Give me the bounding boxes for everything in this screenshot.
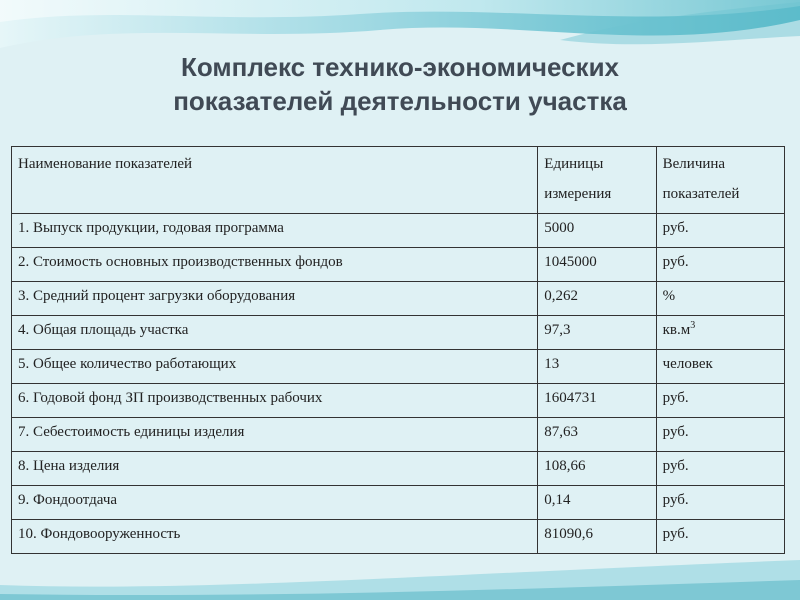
row-value: 5000 xyxy=(538,214,656,248)
header-name: Наименование показателей xyxy=(12,147,538,214)
row-name: 6. Годовой фонд ЗП производственных рабочих xyxy=(12,384,538,418)
table-row xyxy=(12,282,785,316)
row-value: 13 xyxy=(538,350,656,384)
row-unit: % xyxy=(656,282,784,316)
row-unit: руб. xyxy=(656,384,784,418)
row-unit xyxy=(656,316,784,350)
row-value: 97,3 xyxy=(538,316,656,350)
row-name: 3. Средний процент загрузки оборудования xyxy=(12,282,538,316)
row-name: 9. Фондоотдача xyxy=(12,486,538,520)
row-unit: руб. xyxy=(656,486,784,520)
title-line-2: показателей деятельности участка xyxy=(173,86,627,116)
row-value: 108,66 xyxy=(538,452,656,486)
row-unit: руб. xyxy=(656,248,784,282)
row-unit: руб. xyxy=(656,452,784,486)
row-name: 4. Общая площадь участка xyxy=(12,316,538,350)
row-value: 0,14 xyxy=(538,486,656,520)
header-units: Единицы измерения xyxy=(538,147,656,214)
table-row xyxy=(12,418,785,452)
page-title xyxy=(60,50,740,118)
table-row xyxy=(12,350,785,384)
table-row xyxy=(12,486,785,520)
table-row xyxy=(12,520,785,554)
row-value: 0,262 xyxy=(538,282,656,316)
row-name: 5. Общее количество работающих xyxy=(12,350,538,384)
row-name: 8. Цена изделия xyxy=(12,452,538,486)
table-row xyxy=(12,214,785,248)
row-unit: руб. xyxy=(656,418,784,452)
indicators-table xyxy=(11,146,785,554)
row-name: 1. Выпуск продукции, годовая программа xyxy=(12,214,538,248)
row-unit: человек xyxy=(656,350,784,384)
row-value: 81090,6 xyxy=(538,520,656,554)
unit-text: кв.м xyxy=(662,322,691,338)
unit-superscript: 3 xyxy=(690,320,696,331)
row-unit: руб. xyxy=(656,520,784,554)
row-name: 10. Фондовооруженность xyxy=(12,520,538,554)
row-value: 1604731 xyxy=(538,384,656,418)
table-row xyxy=(12,384,785,418)
header-value: Величина показателей xyxy=(656,147,784,214)
row-value: 87,63 xyxy=(538,418,656,452)
row-value: 1045000 xyxy=(538,248,656,282)
table-row xyxy=(12,452,785,486)
row-unit: руб. xyxy=(656,214,784,248)
table-row xyxy=(12,248,785,282)
row-name: 7. Себестоимость единицы изделия xyxy=(12,418,538,452)
title-line-1: Комплекс технико-экономических xyxy=(180,52,620,82)
row-name: 2. Стоимость основных производственных фондов xyxy=(12,248,538,282)
table-row xyxy=(12,316,785,350)
table-header-row xyxy=(12,147,785,214)
